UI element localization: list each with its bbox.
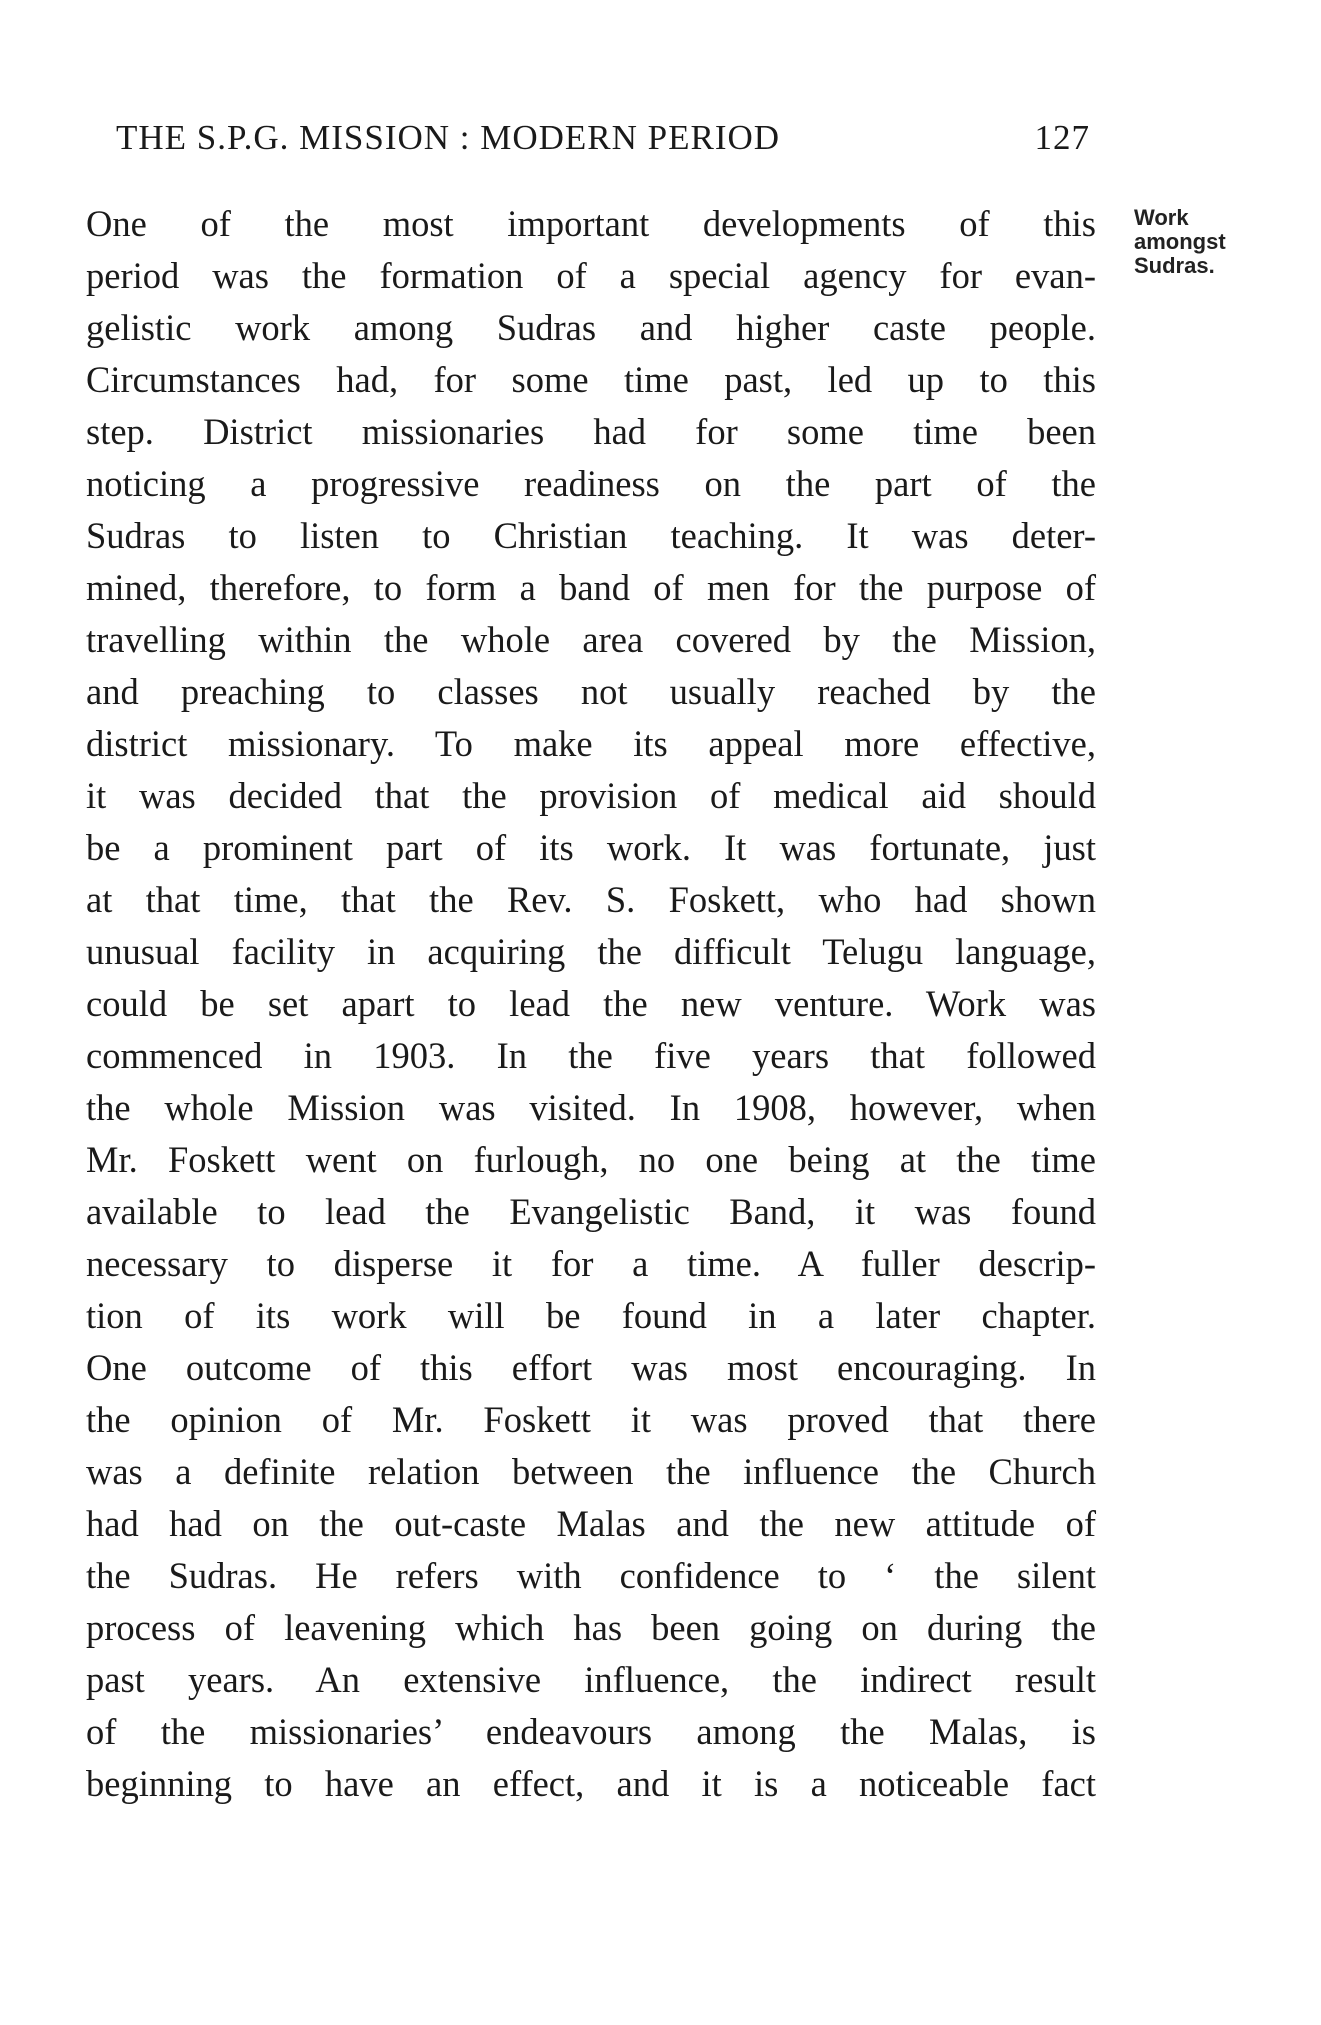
margin-note-line: Sudras. xyxy=(1134,253,1215,278)
text-line: beginning to have an effect, and it is a noticeable fact xyxy=(86,1763,1096,1804)
text-line: process of leavening which has been going on during the xyxy=(86,1607,1096,1648)
text-line: of the missionaries’ endeavours among the Malas, is xyxy=(86,1711,1096,1752)
text-line: at that time, that the Rev. S. Foskett, who had shown xyxy=(86,879,1096,920)
text-line: tion of its work will be found in a later chapter. xyxy=(86,1295,1096,1336)
running-head-title: THE S.P.G. MISSION : MODERN PERIOD xyxy=(116,118,781,157)
text-line: mined, therefore, to form a band of men for the purpose of xyxy=(86,567,1096,608)
text-line: One outcome of this effort was most encouraging. In xyxy=(86,1347,1096,1388)
text-line: it was decided that the provision of medical aid should xyxy=(86,775,1096,816)
margin-note xyxy=(1134,206,1294,278)
text-line: period was the formation of a special agency for evan- xyxy=(86,255,1096,296)
text-line: step. District missionaries had for some time been xyxy=(86,411,1096,452)
text-line: be a prominent part of its work. It was fortunate, just xyxy=(86,827,1096,868)
text-line: noticing a progressive readiness on the part of the xyxy=(86,463,1096,504)
text-line: gelistic work among Sudras and higher caste people. xyxy=(86,307,1096,348)
text-line: commenced in 1903. In the five years that followed xyxy=(86,1035,1096,1076)
text-line: Mr. Foskett went on furlough, no one being at the time xyxy=(86,1139,1096,1180)
text-line: One of the most important developments of this xyxy=(86,203,1096,244)
text-line: available to lead the Evangelistic Band, it was found xyxy=(86,1191,1096,1232)
margin-note-line: Work xyxy=(1134,205,1189,230)
text-line: had had on the out-caste Malas and the new attitude of xyxy=(86,1503,1096,1544)
text-line: and preaching to classes not usually reached by the xyxy=(86,671,1096,712)
text-line: unusual facility in acquiring the difficult Telugu language, xyxy=(86,931,1096,972)
text-line: the whole Mission was visited. In 1908, however, when xyxy=(86,1087,1096,1128)
page-number: 127 xyxy=(1034,118,1090,157)
running-head xyxy=(116,112,1090,164)
text-line: was a definite relation between the influence the Church xyxy=(86,1451,1096,1492)
body-text xyxy=(86,198,1096,1810)
margin-note-line: amongst xyxy=(1134,229,1226,254)
text-line: travelling within the whole area covered by the Mission, xyxy=(86,619,1096,660)
text-line: Sudras to listen to Christian teaching. It was deter- xyxy=(86,515,1096,556)
text-line: district missionary. To make its appeal more effective, xyxy=(86,723,1096,764)
text-line: the Sudras. He refers with confidence to ‘ the silent xyxy=(86,1555,1096,1596)
text-line: the opinion of Mr. Foskett it was proved that there xyxy=(86,1399,1096,1440)
text-line: Circumstances had, for some time past, led up to this xyxy=(86,359,1096,400)
text-line: past years. An extensive influence, the indirect result xyxy=(86,1659,1096,1700)
text-line: could be set apart to lead the new venture. Work was xyxy=(86,983,1096,1024)
text-line: necessary to disperse it for a time. A fuller descrip- xyxy=(86,1243,1096,1284)
